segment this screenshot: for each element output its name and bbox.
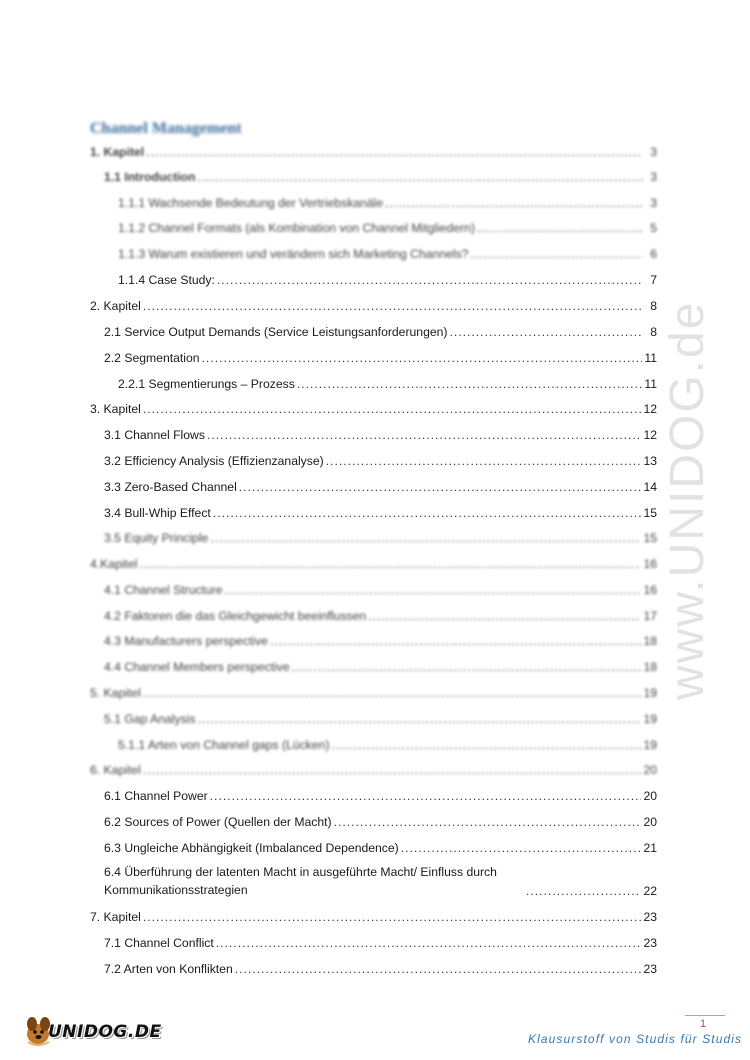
- toc-leader-dots: [207, 428, 641, 443]
- toc-entry-label: 3.5 Equity Principle: [104, 531, 209, 545]
- toc-entry: [90, 686, 657, 701]
- toc-entry: [118, 738, 657, 753]
- toc-leader-dots: [210, 531, 641, 546]
- toc-leader-dots: [197, 712, 641, 727]
- toc-leader-dots: [239, 480, 642, 495]
- toc-entry-label: 7.2 Arten von Konflikten: [104, 962, 233, 976]
- toc-leader-dots: [210, 789, 642, 804]
- toc-entry-label: 2.1 Service Output Demands (Service Leistungsanforderungen): [104, 325, 448, 339]
- toc-entry: [118, 247, 657, 262]
- toc-entry-label: 5.1 Gap Analysis: [104, 712, 196, 726]
- toc-entry-label: 1.1.2 Channel Formats (als Kombination von Channel Mitgliedern): [118, 221, 476, 235]
- toc-entry: [104, 936, 657, 951]
- toc-leader-dots: [225, 583, 642, 598]
- toc-entry: [90, 763, 657, 778]
- toc-entry-page: 3: [650, 170, 657, 184]
- toc-entry-page: 21: [643, 841, 657, 855]
- toc-entry-label: 3.1 Channel Flows: [104, 428, 205, 442]
- toc-entry: [104, 609, 657, 624]
- toc-entry: [104, 170, 657, 185]
- toc-entry-page: 23: [643, 936, 657, 950]
- toc-entry-page: 19: [643, 712, 657, 726]
- toc-entry-page: 20: [643, 763, 657, 777]
- toc-entry: [90, 910, 657, 925]
- toc-entry-label: 4.4 Channel Members perspective: [104, 660, 290, 674]
- toc-entry: [118, 196, 657, 211]
- toc-entry: [104, 428, 657, 443]
- page-number-rule: [685, 1015, 725, 1016]
- toc-entry: [104, 841, 657, 856]
- toc-leader-dots: [449, 325, 643, 340]
- toc-entry-label: 6.1 Channel Power: [104, 789, 208, 803]
- toc-entry-page: 8: [650, 325, 657, 339]
- toc-entry-page: 16: [643, 557, 657, 571]
- toc-entry-page: 12: [643, 428, 657, 442]
- toc-entry: [104, 815, 657, 830]
- toc-entry-label: 3. Kapitel: [90, 402, 141, 416]
- toc-entry-label: 2. Kapitel: [90, 299, 141, 313]
- toc-entry-label: 3.4 Bull-Whip Effect: [104, 506, 211, 520]
- toc-entry: [104, 531, 657, 546]
- toc-entry-page: 17: [643, 609, 657, 623]
- toc-entry-label: 4.2 Faktoren die das Gleichgewicht beeinflussen: [104, 609, 367, 623]
- toc-leader-dots: [401, 841, 642, 856]
- toc-entry-page: 16: [643, 583, 657, 597]
- footer-slogan: Klausurstoff von Studis für Studis: [528, 1032, 743, 1046]
- toc-entry: [104, 634, 657, 649]
- toc-entry-page: 3: [650, 145, 657, 159]
- toc-entry-label: 4.1 Channel Structure: [104, 583, 223, 597]
- toc-entry: [104, 866, 657, 899]
- toc-entry-label: 6.4 Überführung der latenten Macht in ausgeführte Macht/ Einfluss durch Kommunikationsstrategien: [104, 865, 497, 897]
- toc-entry-label: 4.3 Manufacturers perspective: [104, 634, 268, 648]
- toc-leader-dots: [477, 221, 643, 236]
- toc-entry-label: 1.1.3 Warum existieren und verändern sich Marketing Channels?: [118, 247, 469, 261]
- toc-entry-label: 3.3 Zero-Based Channel: [104, 480, 237, 494]
- page-number: 1: [700, 1018, 707, 1030]
- toc-entry: [104, 480, 657, 495]
- toc-leader-dots: [143, 299, 643, 314]
- toc-entry-label: 4.Kapitel: [90, 557, 138, 571]
- toc-entry-label: 3.2 Efficiency Analysis (Effizienzanalyse): [104, 454, 324, 468]
- toc-entry: [90, 557, 657, 572]
- toc-leader-dots: [292, 660, 642, 675]
- toc-leader-dots: [270, 634, 642, 649]
- toc-entry-label: 1.1.1 Wachsende Bedeutung der Vertriebskanäle: [118, 196, 384, 210]
- toc-entry-page: 3: [650, 196, 657, 210]
- toc-entry-page: 20: [643, 789, 657, 803]
- watermark: www.UNIDOG.de: [661, 300, 714, 700]
- toc-leader-dots: [470, 247, 643, 262]
- toc-entry-page: 19: [643, 686, 657, 700]
- toc-entry-page: 18: [643, 660, 657, 674]
- toc-leader-dots: [334, 815, 642, 830]
- toc-leader-dots: [213, 506, 642, 521]
- toc-entry-label: 1. Kapitel: [90, 145, 145, 159]
- toc-leader-dots: [368, 609, 641, 624]
- toc-entry: [118, 377, 657, 392]
- toc-leader-dots: [216, 936, 642, 951]
- toc-entry: [104, 351, 657, 366]
- toc-entry-page: 7: [650, 273, 657, 287]
- toc-leader-dots: [143, 763, 642, 778]
- toc-leader-dots: [331, 738, 641, 753]
- toc-entry-page: 12: [643, 402, 657, 416]
- toc-entry-page: 19: [643, 738, 657, 752]
- toc-leader-dots: [143, 910, 642, 925]
- toc-entry-page: 14: [643, 480, 657, 494]
- toc-entry-page: 15: [643, 531, 657, 545]
- toc-leader-dots: [297, 377, 643, 392]
- toc-entry-label: 7. Kapitel: [90, 910, 141, 924]
- toc-leader-dots: [143, 686, 642, 701]
- toc-entry: [104, 962, 657, 977]
- toc-leader-dots: [217, 273, 643, 288]
- toc-entry: [118, 273, 657, 288]
- toc-entry-page: 23: [643, 910, 657, 924]
- toc-entry-page: 15: [643, 506, 657, 520]
- toc-leader-dots: [235, 962, 642, 977]
- toc-leader-dots: [385, 196, 643, 211]
- toc-entry: [104, 712, 657, 727]
- toc-leader-dots: [143, 402, 642, 417]
- toc-entry-page: 22: [643, 884, 657, 898]
- toc-leader-dots: [526, 884, 641, 899]
- toc-entry: [104, 454, 657, 469]
- toc-entry-label: 6.2 Sources of Power (Quellen der Macht): [104, 815, 332, 829]
- toc-entry-page: 13: [643, 454, 657, 468]
- toc-entry-label: 1.1.4 Case Study:: [118, 273, 215, 287]
- toc-entry-label: 2.2 Segmentation: [104, 351, 200, 365]
- toc-entry: [90, 299, 657, 314]
- toc-entry-page: 20: [643, 815, 657, 829]
- toc-entry-label: 5. Kapitel: [90, 686, 141, 700]
- logo-text: UNIDOG.DE: [48, 1022, 162, 1042]
- toc-entry: [104, 789, 657, 804]
- toc-entry-label: 5.1.1 Arten von Channel gaps (Lücken): [118, 738, 330, 752]
- toc-leader-dots: [146, 145, 643, 160]
- toc-entry-label: 6. Kapitel: [90, 763, 141, 777]
- toc-leader-dots: [139, 557, 641, 572]
- toc-leader-dots: [326, 454, 642, 469]
- toc-leader-dots: [202, 351, 643, 366]
- toc-entry-label: 2.2.1 Segmentierungs – Prozess: [118, 377, 295, 391]
- toc-leader-dots: [197, 170, 643, 185]
- toc-entry-page: 23: [643, 962, 657, 976]
- toc-entry-page: 6: [650, 247, 657, 261]
- toc-entry-page: 11: [644, 377, 657, 391]
- toc-entry-page: 8: [650, 299, 657, 313]
- toc-entry-page: 5: [650, 221, 657, 235]
- toc-entry: [90, 402, 657, 417]
- toc-entry: [104, 506, 657, 521]
- toc-entry: [104, 660, 657, 675]
- toc-entry: [118, 221, 657, 236]
- document-title: Channel Management: [90, 120, 242, 137]
- toc-entry: [104, 583, 657, 598]
- toc-entry-label: 6.3 Ungleiche Abhängigkeit (Imbalanced Dependence): [104, 841, 399, 855]
- toc-entry-page: 18: [643, 634, 657, 648]
- toc-entry-page: 11: [644, 351, 657, 365]
- toc-entry-label: 7.1 Channel Conflict: [104, 936, 214, 950]
- toc-entry: [104, 325, 657, 340]
- toc-entry: [90, 145, 657, 160]
- toc-entry-label: 1.1 Introduction: [104, 170, 196, 184]
